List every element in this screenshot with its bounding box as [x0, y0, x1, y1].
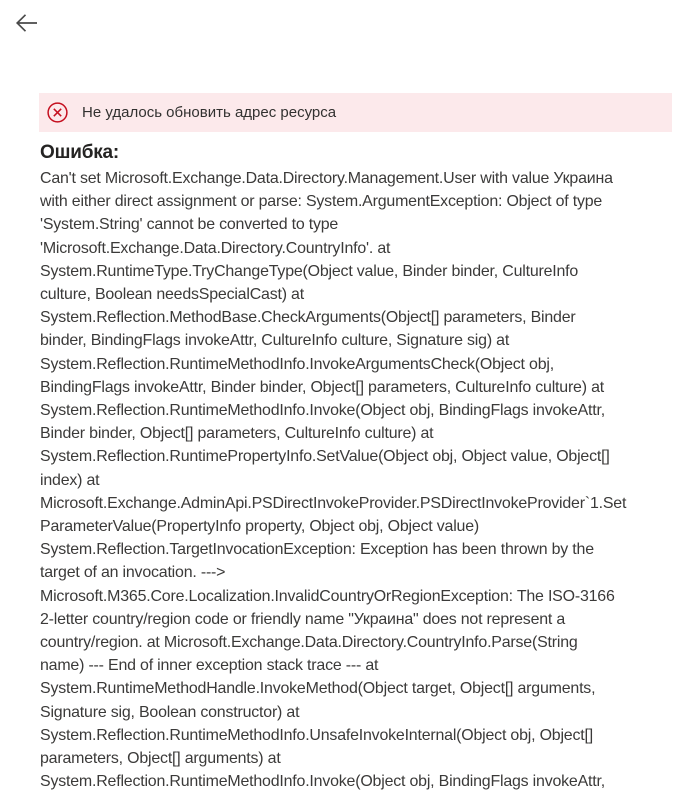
error-text-line: 'System.String' cannot be converted to type — [40, 216, 339, 234]
error-text-line: name) --- End of inner exception stack trace --- at — [40, 657, 379, 675]
error-text-line: Binder binder, Object[] parameters, CultureInfo culture) at — [40, 425, 434, 443]
error-text-line: ParameterValue(PropertyInfo property, Object obj, Object value) — [40, 518, 480, 536]
error-text-line: parameters, Object[] arguments) at — [40, 750, 281, 768]
error-text-line: System.Reflection.RuntimeMethodInfo.InvokeArgumentsCheck(Object obj, — [40, 355, 554, 373]
error-text-line: with either direct assignment or parse: System.ArgumentException: Object of type — [40, 193, 603, 211]
error-text-line: 'Microsoft.Exchange.Data.Directory.CountryInfo'. at — [40, 239, 391, 257]
error-text-line: System.RuntimeType.TryChangeType(Object value, Binder binder, CultureInfo — [40, 262, 579, 280]
error-text-line: binder, BindingFlags invokeAttr, CultureInfo culture, Signature sig) at — [40, 332, 510, 350]
error-text-line: target of an invocation. ---> — [40, 564, 226, 582]
error-text-line: Can't set Microsoft.Exchange.Data.Directory.Management.User with value Украина — [40, 170, 613, 187]
error-message-text — [40, 167, 690, 793]
error-text-line: 2-letter country/region code or friendly name "Украина" does not represent a — [40, 610, 566, 628]
error-text-line: System.Reflection.MethodBase.CheckArguments(Object[] parameters, Binder — [40, 309, 576, 327]
error-text-line: Signature sig, Boolean constructor) at — [40, 703, 300, 721]
arrow-left-icon — [14, 12, 39, 34]
error-text-line: System.Reflection.RuntimeMethodInfo.UnsafeInvokeInternal(Object obj, Object[] — [40, 726, 593, 744]
error-text-line: System.Reflection.RuntimeMethodInfo.Invoke(Object obj, BindingFlags invokeAttr, — [40, 773, 605, 791]
back-button[interactable] — [10, 8, 42, 38]
error-text-line: country/region. at Microsoft.Exchange.Data.Directory.CountryInfo.Parse(String — [40, 634, 578, 652]
error-text-line: Microsoft.Exchange.AdminApi.PSDirectInvokeProvider.PSDirectInvokeProvider`1.Set — [40, 494, 627, 512]
error-heading: Ошибка: — [40, 142, 120, 163]
error-text-line: BindingFlags invokeAttr, Binder binder, Object[] parameters, CultureInfo culture) at — [40, 378, 604, 396]
error-banner — [39, 93, 672, 132]
error-text-line: System.Reflection.TargetInvocationException: Exception has been thrown by the — [40, 541, 594, 559]
error-circle-cross-icon — [47, 102, 68, 123]
error-text-line: culture, Boolean needsSpecialCast) at — [40, 286, 304, 304]
error-banner-message: Не удалось обновить адрес ресурса — [82, 104, 337, 121]
error-text-line: System.Reflection.RuntimeMethodInfo.Invoke(Object obj, BindingFlags invokeAttr, — [40, 402, 605, 420]
error-text-line: Microsoft.M365.Core.Localization.InvalidCountryOrRegionException: The ISO-3166 — [40, 587, 615, 605]
error-text-line: index) at — [40, 471, 100, 489]
error-text-line: System.Reflection.RuntimePropertyInfo.SetValue(Object obj, Object value, Object[] — [40, 448, 610, 466]
error-text-line: System.RuntimeMethodHandle.InvokeMethod(Object target, Object[] arguments, — [40, 680, 596, 698]
